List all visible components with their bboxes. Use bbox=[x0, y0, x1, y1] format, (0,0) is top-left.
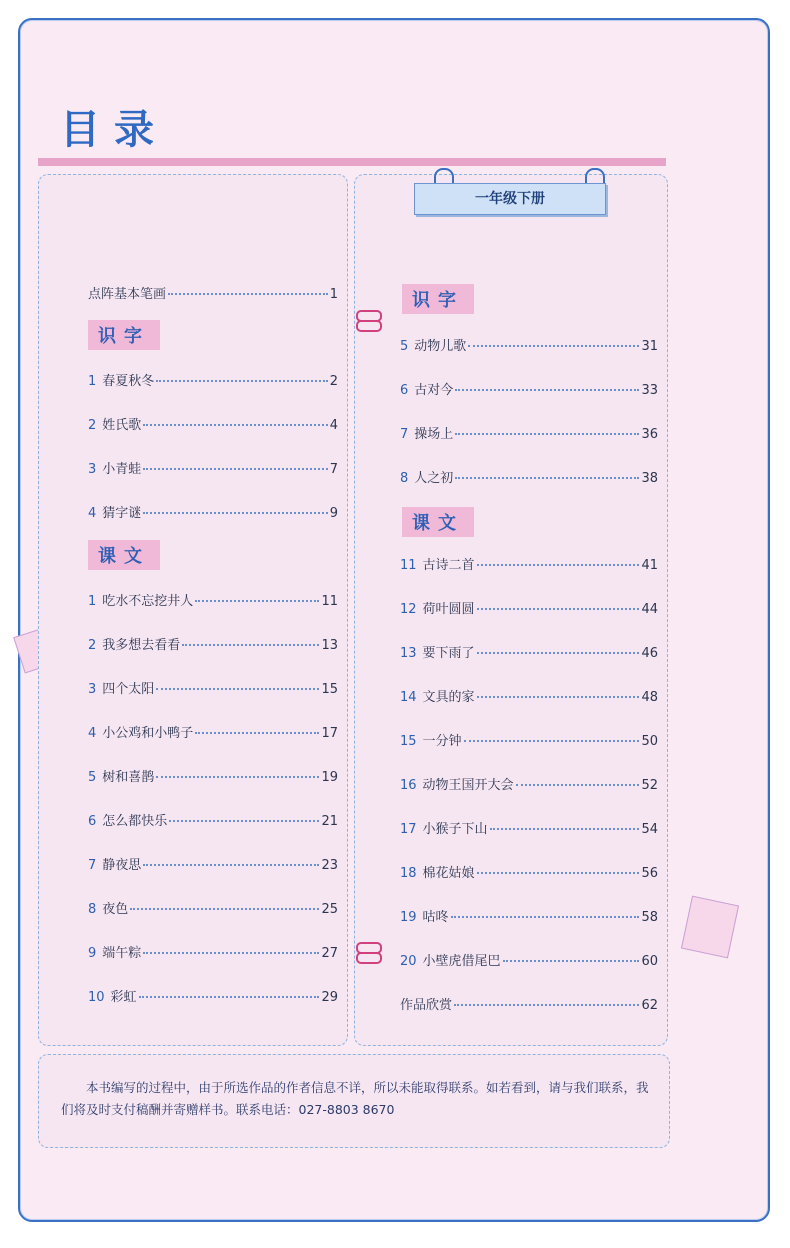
toc-entry[interactable] bbox=[400, 379, 658, 398]
toc-entry-number: 13 bbox=[400, 646, 417, 661]
toc-entry-number: 11 bbox=[400, 558, 417, 573]
leader-dots bbox=[455, 389, 639, 391]
toc-entry-label: 文具的家 bbox=[422, 690, 475, 705]
toc-entry-number: 8 bbox=[400, 471, 409, 486]
clip-icon bbox=[356, 320, 382, 332]
leader-dots bbox=[477, 696, 640, 698]
leader-dots bbox=[451, 916, 640, 918]
toc-entry-page: 11 bbox=[321, 594, 338, 609]
toc-entry-number: 3 bbox=[88, 462, 97, 477]
leader-dots bbox=[169, 820, 319, 822]
toc-entry-page: 17 bbox=[321, 726, 338, 741]
toc-entry-label: 古对今 bbox=[414, 383, 454, 398]
toc-entry[interactable] bbox=[88, 634, 338, 653]
toc-entry[interactable] bbox=[88, 283, 338, 302]
toc-entry-page: 7 bbox=[329, 462, 338, 477]
leader-dots bbox=[195, 732, 319, 734]
toc-entry-number: 1 bbox=[88, 594, 97, 609]
toc-entry-label: 树和喜鹊 bbox=[102, 770, 155, 785]
toc-entry-number: 18 bbox=[400, 866, 417, 881]
leader-dots bbox=[477, 652, 640, 654]
title-underline bbox=[38, 158, 666, 166]
toc-entry-label: 小猴子下山 bbox=[422, 822, 488, 837]
toc-entry-page: 21 bbox=[321, 814, 338, 829]
toc-entry[interactable] bbox=[400, 554, 658, 573]
toc-entry[interactable] bbox=[400, 862, 658, 881]
leader-dots bbox=[468, 345, 639, 347]
toc-entry-number: 7 bbox=[88, 858, 97, 873]
toc-entry-page: 58 bbox=[641, 910, 658, 925]
toc-entry-label: 小青蛙 bbox=[102, 462, 142, 477]
leader-dots bbox=[156, 380, 327, 382]
toc-entry-page: 54 bbox=[641, 822, 658, 837]
toc-entry-number: 5 bbox=[88, 770, 97, 785]
toc-entry-number: 16 bbox=[400, 778, 417, 793]
leader-dots bbox=[143, 952, 319, 954]
toc-entry[interactable] bbox=[88, 898, 338, 917]
leader-dots bbox=[139, 996, 320, 998]
copyright-note-text: 本书编写的过程中，由于所选作品的作者信息不详，所以未能取得联系。如若看到，请与我们联系，我们将及时支付稿酬并寄赠样书。联系电话：027-8803 8670 bbox=[61, 1080, 649, 1117]
copyright-note-box bbox=[38, 1054, 670, 1148]
toc-entry-page: 38 bbox=[641, 471, 658, 486]
toc-entry-page: 41 bbox=[641, 558, 658, 573]
clip-icon bbox=[356, 952, 382, 964]
toc-entry-page: 50 bbox=[641, 734, 658, 749]
toc-entry-label: 静夜思 bbox=[102, 858, 142, 873]
leader-dots bbox=[182, 644, 319, 646]
toc-entry-label: 操场上 bbox=[414, 427, 454, 442]
leader-dots bbox=[490, 828, 640, 830]
toc-entry[interactable] bbox=[88, 678, 338, 697]
toc-entry[interactable] bbox=[88, 722, 338, 741]
toc-entry-page: 56 bbox=[641, 866, 658, 881]
toc-entry-number: 1 bbox=[88, 374, 97, 389]
leader-dots bbox=[143, 468, 327, 470]
toc-entry-label: 要下雨了 bbox=[422, 646, 475, 661]
toc-entry-label: 猜字谜 bbox=[102, 506, 142, 521]
toc-entry-number: 19 bbox=[400, 910, 417, 925]
toc-entry-page: 36 bbox=[641, 427, 658, 442]
toc-entry-label: 吃水不忘挖井人 bbox=[102, 594, 194, 609]
section-heading: 课文 bbox=[88, 540, 160, 570]
toc-entry-page: 2 bbox=[329, 374, 338, 389]
toc-entry-number: 6 bbox=[88, 814, 97, 829]
toc-entry-number: 5 bbox=[400, 339, 409, 354]
toc-entry-label: 端午粽 bbox=[102, 946, 142, 961]
toc-entry-page: 15 bbox=[321, 682, 338, 697]
toc-entry[interactable] bbox=[88, 370, 338, 389]
leader-dots bbox=[455, 477, 639, 479]
toc-entry-label: 春夏秋冬 bbox=[102, 374, 155, 389]
leader-dots bbox=[454, 1004, 639, 1006]
leader-dots bbox=[477, 872, 640, 874]
leader-dots bbox=[143, 424, 327, 426]
toc-entry-label: 小壁虎借尾巴 bbox=[422, 954, 501, 969]
leader-dots bbox=[477, 564, 640, 566]
toc-entry-number: 2 bbox=[88, 418, 97, 433]
toc-entry-page: 19 bbox=[321, 770, 338, 785]
toc-entry-label: 彩虹 bbox=[110, 990, 137, 1005]
toc-entry-label: 四个太阳 bbox=[102, 682, 155, 697]
toc-entry-number: 2 bbox=[88, 638, 97, 653]
toc-entry-page: 31 bbox=[641, 339, 658, 354]
toc-entry-page: 25 bbox=[321, 902, 338, 917]
toc-entry-label: 古诗二首 bbox=[422, 558, 475, 573]
leader-dots bbox=[130, 908, 319, 910]
toc-entry-number: 14 bbox=[400, 690, 417, 705]
toc-entry-page: 60 bbox=[641, 954, 658, 969]
toc-entry-label: 人之初 bbox=[414, 471, 454, 486]
toc-entry-page: 62 bbox=[641, 998, 658, 1013]
page-title: 目录 bbox=[60, 107, 168, 153]
toc-entry-page: 33 bbox=[641, 383, 658, 398]
toc-entry-label: 荷叶圆圆 bbox=[422, 602, 475, 617]
toc-entry-label: 怎么都快乐 bbox=[102, 814, 168, 829]
toc-entry-label: 一分钟 bbox=[422, 734, 462, 749]
toc-entry-label: 棉花姑娘 bbox=[422, 866, 475, 881]
toc-entry-page: 13 bbox=[321, 638, 338, 653]
toc-entry[interactable] bbox=[400, 467, 658, 486]
toc-entry[interactable] bbox=[400, 994, 658, 1013]
toc-entry[interactable] bbox=[88, 502, 338, 521]
toc-entry-page: 44 bbox=[641, 602, 658, 617]
leader-dots bbox=[143, 512, 327, 514]
toc-entry-page: 52 bbox=[641, 778, 658, 793]
leader-dots bbox=[503, 960, 640, 962]
grade-label: 一年级下册 bbox=[414, 183, 606, 215]
toc-entry[interactable] bbox=[400, 642, 658, 661]
leader-dots bbox=[195, 600, 319, 602]
toc-entry-number: 3 bbox=[88, 682, 97, 697]
toc-entry[interactable] bbox=[400, 906, 658, 925]
section-heading: 识字 bbox=[88, 320, 160, 350]
toc-entry-number: 9 bbox=[88, 946, 97, 961]
toc-entry[interactable] bbox=[400, 774, 658, 793]
toc-entry-number: 15 bbox=[400, 734, 417, 749]
toc-entry-page: 29 bbox=[321, 990, 338, 1005]
toc-entry[interactable] bbox=[88, 942, 338, 961]
toc-entry-label: 作品欣赏 bbox=[400, 998, 453, 1013]
toc-entry[interactable] bbox=[400, 335, 658, 354]
toc-entry-label: 姓氏歌 bbox=[102, 418, 142, 433]
toc-entry-label: 动物王国开大会 bbox=[422, 778, 514, 793]
toc-entry-number: 10 bbox=[88, 990, 105, 1005]
toc-entry-number: 20 bbox=[400, 954, 417, 969]
toc-entry-number: 4 bbox=[88, 726, 97, 741]
toc-entry-page: 46 bbox=[641, 646, 658, 661]
toc-entry[interactable] bbox=[400, 686, 658, 705]
leader-dots bbox=[168, 293, 328, 295]
toc-entry-page: 4 bbox=[329, 418, 338, 433]
toc-entry[interactable] bbox=[88, 854, 338, 873]
toc-entry-page: 9 bbox=[329, 506, 338, 521]
toc-entry-label: 咕咚 bbox=[422, 910, 449, 925]
toc-entry[interactable] bbox=[400, 598, 658, 617]
leader-dots bbox=[477, 608, 640, 610]
toc-entry-page: 48 bbox=[641, 690, 658, 705]
toc-entry[interactable] bbox=[400, 950, 658, 969]
toc-entry-page: 23 bbox=[321, 858, 338, 873]
toc-entry-number: 6 bbox=[400, 383, 409, 398]
toc-entry-label: 我多想去看看 bbox=[102, 638, 181, 653]
toc-entry-page: 1 bbox=[329, 287, 338, 302]
toc-entry-number: 4 bbox=[88, 506, 97, 521]
toc-entry[interactable] bbox=[88, 986, 338, 1005]
leader-dots bbox=[464, 740, 640, 742]
leader-dots bbox=[156, 776, 319, 778]
toc-entry[interactable] bbox=[88, 766, 338, 785]
toc-entry-page: 27 bbox=[321, 946, 338, 961]
toc-entry[interactable] bbox=[88, 590, 338, 609]
toc-entry-label: 夜色 bbox=[102, 902, 129, 917]
toc-entry-label: 小公鸡和小鸭子 bbox=[102, 726, 194, 741]
toc-entry-label: 动物儿歌 bbox=[414, 339, 467, 354]
toc-entry[interactable] bbox=[88, 414, 338, 433]
toc-entry-number: 12 bbox=[400, 602, 417, 617]
toc-entry-label: 点阵基本笔画 bbox=[88, 287, 167, 302]
leader-dots bbox=[143, 864, 319, 866]
leader-dots bbox=[516, 784, 640, 786]
section-heading: 课文 bbox=[402, 507, 474, 537]
section-heading: 识字 bbox=[402, 284, 474, 314]
toc-entry-number: 17 bbox=[400, 822, 417, 837]
toc-entry[interactable] bbox=[400, 730, 658, 749]
toc-entry-number: 8 bbox=[88, 902, 97, 917]
leader-dots bbox=[455, 433, 639, 435]
leader-dots bbox=[156, 688, 319, 690]
toc-entry[interactable] bbox=[400, 423, 658, 442]
toc-entry-number: 7 bbox=[400, 427, 409, 442]
toc-entry[interactable] bbox=[88, 458, 338, 477]
toc-entry[interactable] bbox=[400, 818, 658, 837]
toc-entry[interactable] bbox=[88, 810, 338, 829]
